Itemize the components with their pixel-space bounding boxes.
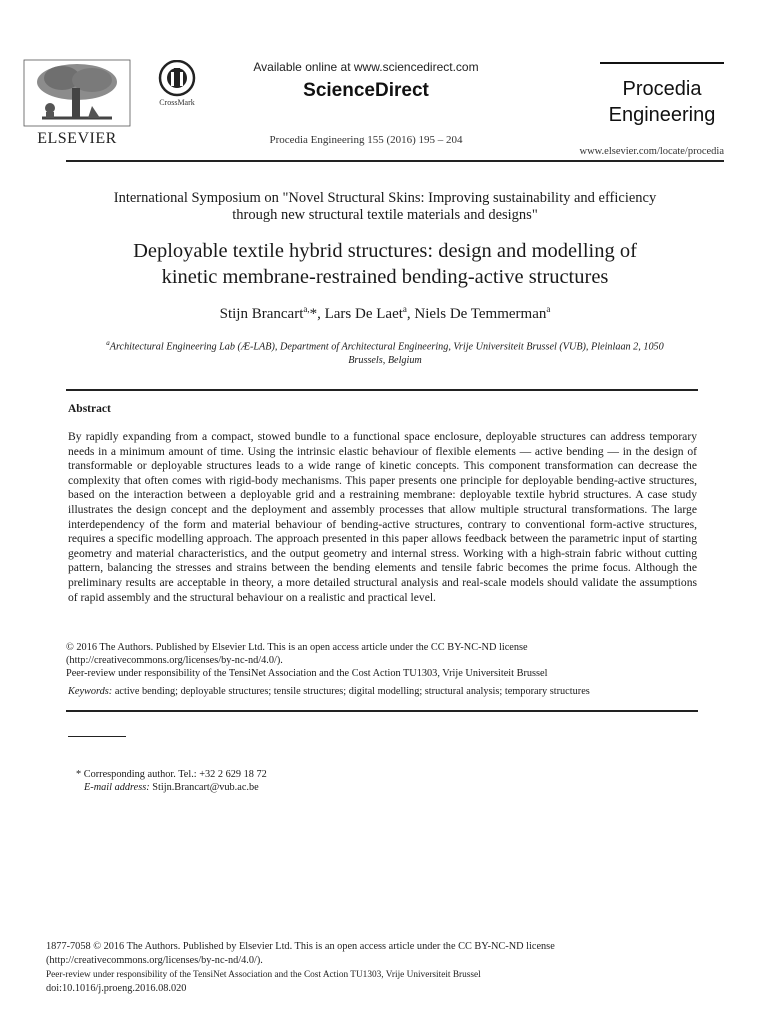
author-separator: , bbox=[406, 306, 411, 322]
license-link[interactable]: (http://creativecommons.org/licenses/by-nc-nd/4.0/). bbox=[66, 654, 283, 666]
crossmark-icon bbox=[152, 60, 202, 100]
author-affiliation-mark: a bbox=[402, 304, 407, 314]
email-label: E-mail address: bbox=[84, 781, 150, 793]
abstract-text: By rapidly expanding from a compact, stowed bundle to a functional space enclosure, deployable structures can address temporary needs in a minimum amount of time. Using the intrinsic elastic behaviour of flexible elements — active bending — in the design of transformable or deployable structures leads to a wide range of kinetic concepts. This component transformation can decrease the complexity that often comes with rigid-body mechanisms. This paper presents one principle for deployable bending-active structures, based on the interaction between a deployable grid and a restraining membrane: deployable textile hybrid structures. A case study illustrates the design concept and the deployment and assembly processes that allow multiple structural transformations. The large interdependency of the form and material behaviour of bending-active structures, contrary to conventional form-active structures, requires a specific modelling approach. The approach presented in this paper allows feedback between the parametric input of starting geometry and material characteristics, and the output geometry and internal stress. Working with a high-strain fabric without cutting pattern, balancing the stresses and strains between the bending elements and tensile fabric becomes the prime focus. Although the preliminary results are acceptable in theory, a more detailed structural analysis and real-scale models should validate the assumptions of rapid assembly and the structural behaviour on a realistic and practical level. bbox=[68, 430, 697, 604]
keywords-text: active bending; deployable structures; tensile structures; digital modelling; structural analysis; temporary structures bbox=[114, 686, 590, 697]
sciencedirect-logo: ScienceDirect bbox=[303, 80, 429, 101]
doi[interactable]: doi:10.1016/j.proeng.2016.08.020 bbox=[46, 983, 187, 994]
author-name: Lars De Laet bbox=[324, 306, 403, 322]
copyright-link[interactable]: (http://creativecommons.org/licenses/by-nc-nd/4.0/). bbox=[46, 955, 263, 966]
abstract-heading: Abstract bbox=[68, 403, 111, 415]
paper-title bbox=[60, 238, 710, 290]
paper-title-line2: kinetic membrane-restrained bending-active structures bbox=[161, 266, 609, 288]
keywords bbox=[68, 686, 700, 697]
symposium-line1: International Symposium on "Novel Structural Skins: Improving sustainability and efficiency bbox=[113, 190, 657, 206]
corresponding-author-footnote bbox=[76, 769, 267, 794]
publisher-name: ELSEVIER bbox=[37, 130, 117, 147]
license-line3: Peer-review under responsibility of the TensiNet Association and the Cost Action TU1303, Vrije Universiteit Brussel bbox=[66, 667, 548, 679]
copyright-line1: 1877-7058 © 2016 The Authors. Published by Elsevier Ltd. This is an open access article under the CC BY-NC-ND license bbox=[46, 941, 555, 952]
affiliation-line1: Architectural Engineering Lab (Æ-LAB), Department of Architectural Engineering, Vrije Universiteit Brussel (VUB), Pleinlaan 2, 1050 bbox=[109, 341, 664, 353]
author-name: Stijn Brancart bbox=[219, 306, 304, 322]
corresponding-author: * Corresponding author. Tel.: +32 2 629 18 72 bbox=[76, 769, 267, 780]
elsevier-tree-icon bbox=[22, 58, 132, 128]
available-online-text: Available online at www.sciencedirect.com bbox=[253, 60, 479, 74]
symposium-line2: through new structural textile materials and designs" bbox=[232, 207, 538, 223]
license-line1: © 2016 The Authors. Published by Elsevier Ltd. This is an open access article under the CC BY-NC-ND license bbox=[66, 642, 528, 653]
footnote-divider bbox=[68, 736, 126, 737]
abstract-top-divider bbox=[66, 389, 698, 391]
journal-url[interactable]: www.elsevier.com/locate/procedia bbox=[579, 146, 724, 157]
journal-reference: Procedia Engineering 155 (2016) 195 – 204 bbox=[269, 134, 463, 146]
header-divider bbox=[66, 160, 724, 162]
journal-brand-rule bbox=[600, 62, 724, 64]
journal-name-line2: Engineering bbox=[608, 104, 716, 126]
elsevier-logo bbox=[22, 58, 132, 150]
author-name: Niels De Temmerman bbox=[414, 306, 547, 322]
paper-title-line1: Deployable textile hybrid structures: design and modelling of bbox=[133, 240, 637, 262]
author-affiliation-mark: a, bbox=[303, 304, 310, 314]
affiliation-mark: a bbox=[106, 339, 110, 347]
journal-name-line1: Procedia bbox=[622, 78, 702, 100]
affiliation-line2: Brussels, Belgium bbox=[348, 355, 422, 367]
author-list bbox=[60, 304, 710, 323]
affiliation bbox=[80, 336, 690, 368]
symposium-title bbox=[60, 190, 710, 224]
author-separator: *, bbox=[309, 306, 321, 322]
email-address[interactable]: Stijn.Brancart@vub.ac.be bbox=[152, 781, 259, 793]
copyright-line3: Peer-review under responsibility of the TensiNet Association and the Cost Action TU1303, Vrije Universiteit Brussel bbox=[46, 970, 481, 980]
keywords-label: Keywords: bbox=[68, 686, 113, 697]
copyright-block bbox=[46, 940, 726, 996]
license-notice bbox=[66, 642, 698, 680]
journal-name bbox=[600, 76, 724, 128]
author-affiliation-mark: a bbox=[546, 304, 551, 314]
crossmark-label: CrossMark bbox=[159, 98, 195, 107]
abstract-bottom-divider bbox=[66, 710, 698, 712]
